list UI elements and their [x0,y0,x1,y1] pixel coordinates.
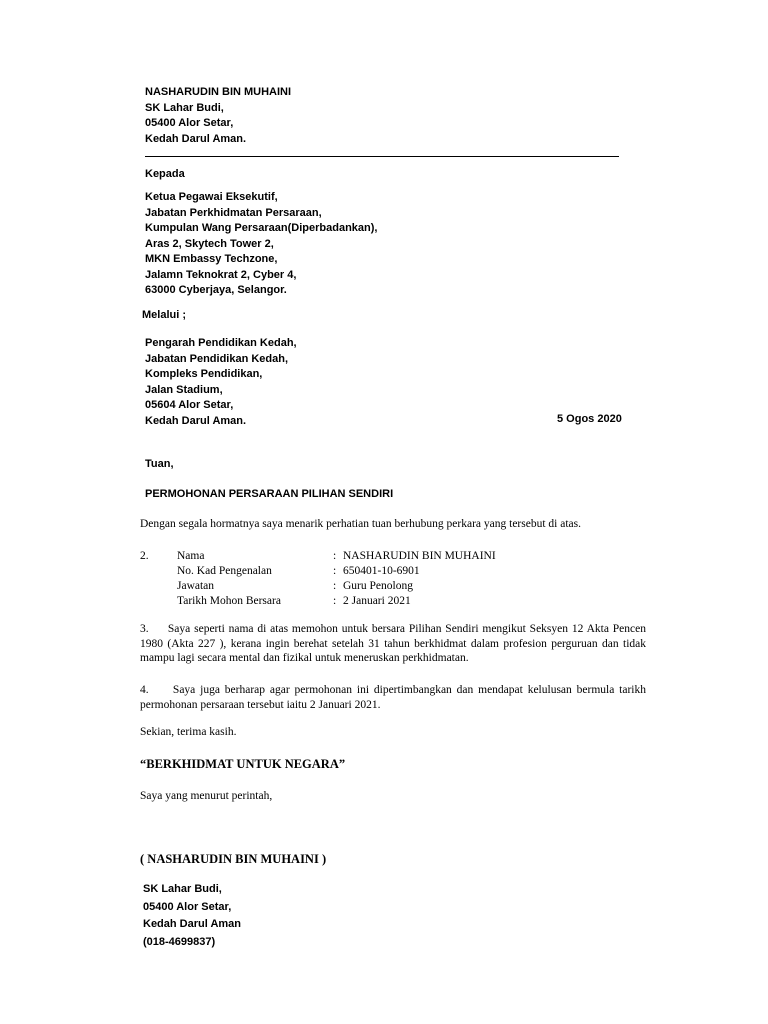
recipient-line: Jabatan Perkhidmatan Persaraan, [145,206,322,219]
sender-address-line: SK Lahar Budi, [145,101,224,114]
details-label: Tarikh Mohon Bersara [177,595,281,607]
sender-address-line: Kedah Darul Aman. [145,132,247,145]
details-number: 2. [140,550,149,562]
letter-date: 5 Ogos 2020 [557,413,622,425]
recipient-line: Jalamn Teknokrat 2, Cyber 4, [145,268,297,281]
details-value: 2 Januari 2021 [343,595,411,607]
header-divider [145,156,619,157]
recipient-line: MKN Embassy Techzone, [145,253,278,265]
details-label: Jawatan [177,580,215,592]
details-separator: : [333,565,337,577]
details-value: NASHARUDIN BIN MUHAINI [343,550,496,562]
paragraph-1: Dengan segala hormatnya saya menarik perhatian tuan berhubung perkara yang tersebut di atas. [140,518,581,530]
recipient-line: Aras 2, Skytech Tower 2, [145,237,274,250]
subject: PERMOHONAN PERSARAAN PILIHAN SENDIRI [145,488,394,500]
via-label: Melalui ; [142,309,187,321]
motto: “BERKHIDMAT UNTUK NEGARA” [140,757,346,771]
sender-name: NASHARUDIN BIN MUHAINI [145,86,292,98]
via-line: Pengarah Pendidikan Kedah, [145,337,297,349]
salutation: Tuan, [145,458,174,470]
details-separator: : [333,595,337,607]
sender-address-line: 05400 Alor Setar, [145,117,234,129]
via-line: Jabatan Pendidikan Kedah, [145,352,289,365]
via-line: Kedah Darul Aman. [145,414,247,427]
footer-address-line: 05400 Alor Setar, [143,900,232,913]
footer-phone: (018-4699837) [143,935,216,948]
details-label: Nama [177,550,205,562]
sender-block [145,85,291,147]
footer-address-line: SK Lahar Budi, [143,883,222,895]
footer-address-line: Kedah Darul Aman [143,918,242,930]
closing: Sekian, terima kasih. [140,726,237,738]
paragraph-3: 3. Saya seperti nama di atas memohon untuk bersara Pilihan Sendiri mengikut Seksyen 12 Akta Pencen 1980 (Akta 227 ), kerana ingin berehat setelah 31 tahun berkhidmat dalam profesion perguruan dan tidak mampu lagi secara mental dan fizikal untuk meneruskan perkhidmatan. [140,623,649,664]
yours-faithfully: Saya yang menurut perintah, [140,790,273,802]
via-line: 05604 Alor Setar, [145,399,234,411]
via-block [145,336,297,429]
via-line: Kompleks Pendidikan, [145,368,263,380]
details-value: Guru Penolong [343,580,413,592]
via-line: Jalan Stadium, [145,383,223,396]
details-label: No. Kad Pengenalan [177,565,272,577]
to-label: Kepada [145,168,185,180]
recipient-line: Kumpulan Wang Persaraan(Diperbadankan), [145,222,378,234]
recipient-line: Ketua Pegawai Eksekutif, [145,191,278,203]
recipient-block [145,190,377,299]
paragraph-4: 4. Saya juga berharap agar permohonan ini dipertimbangkan dan mendapat kelulusan bermula tarikh permohonan persaraan tersebut iaitu 2 Januari 2021. [140,684,649,711]
details-separator: : [333,550,337,562]
footer-address-block [143,881,241,951]
details-separator: : [333,580,337,592]
details-value: 650401-10-6901 [343,565,420,577]
recipient-line: 63000 Cyberjaya, Selangor. [145,284,287,296]
signature-name: ( NASHARUDIN BIN MUHAINI ) [140,852,327,866]
